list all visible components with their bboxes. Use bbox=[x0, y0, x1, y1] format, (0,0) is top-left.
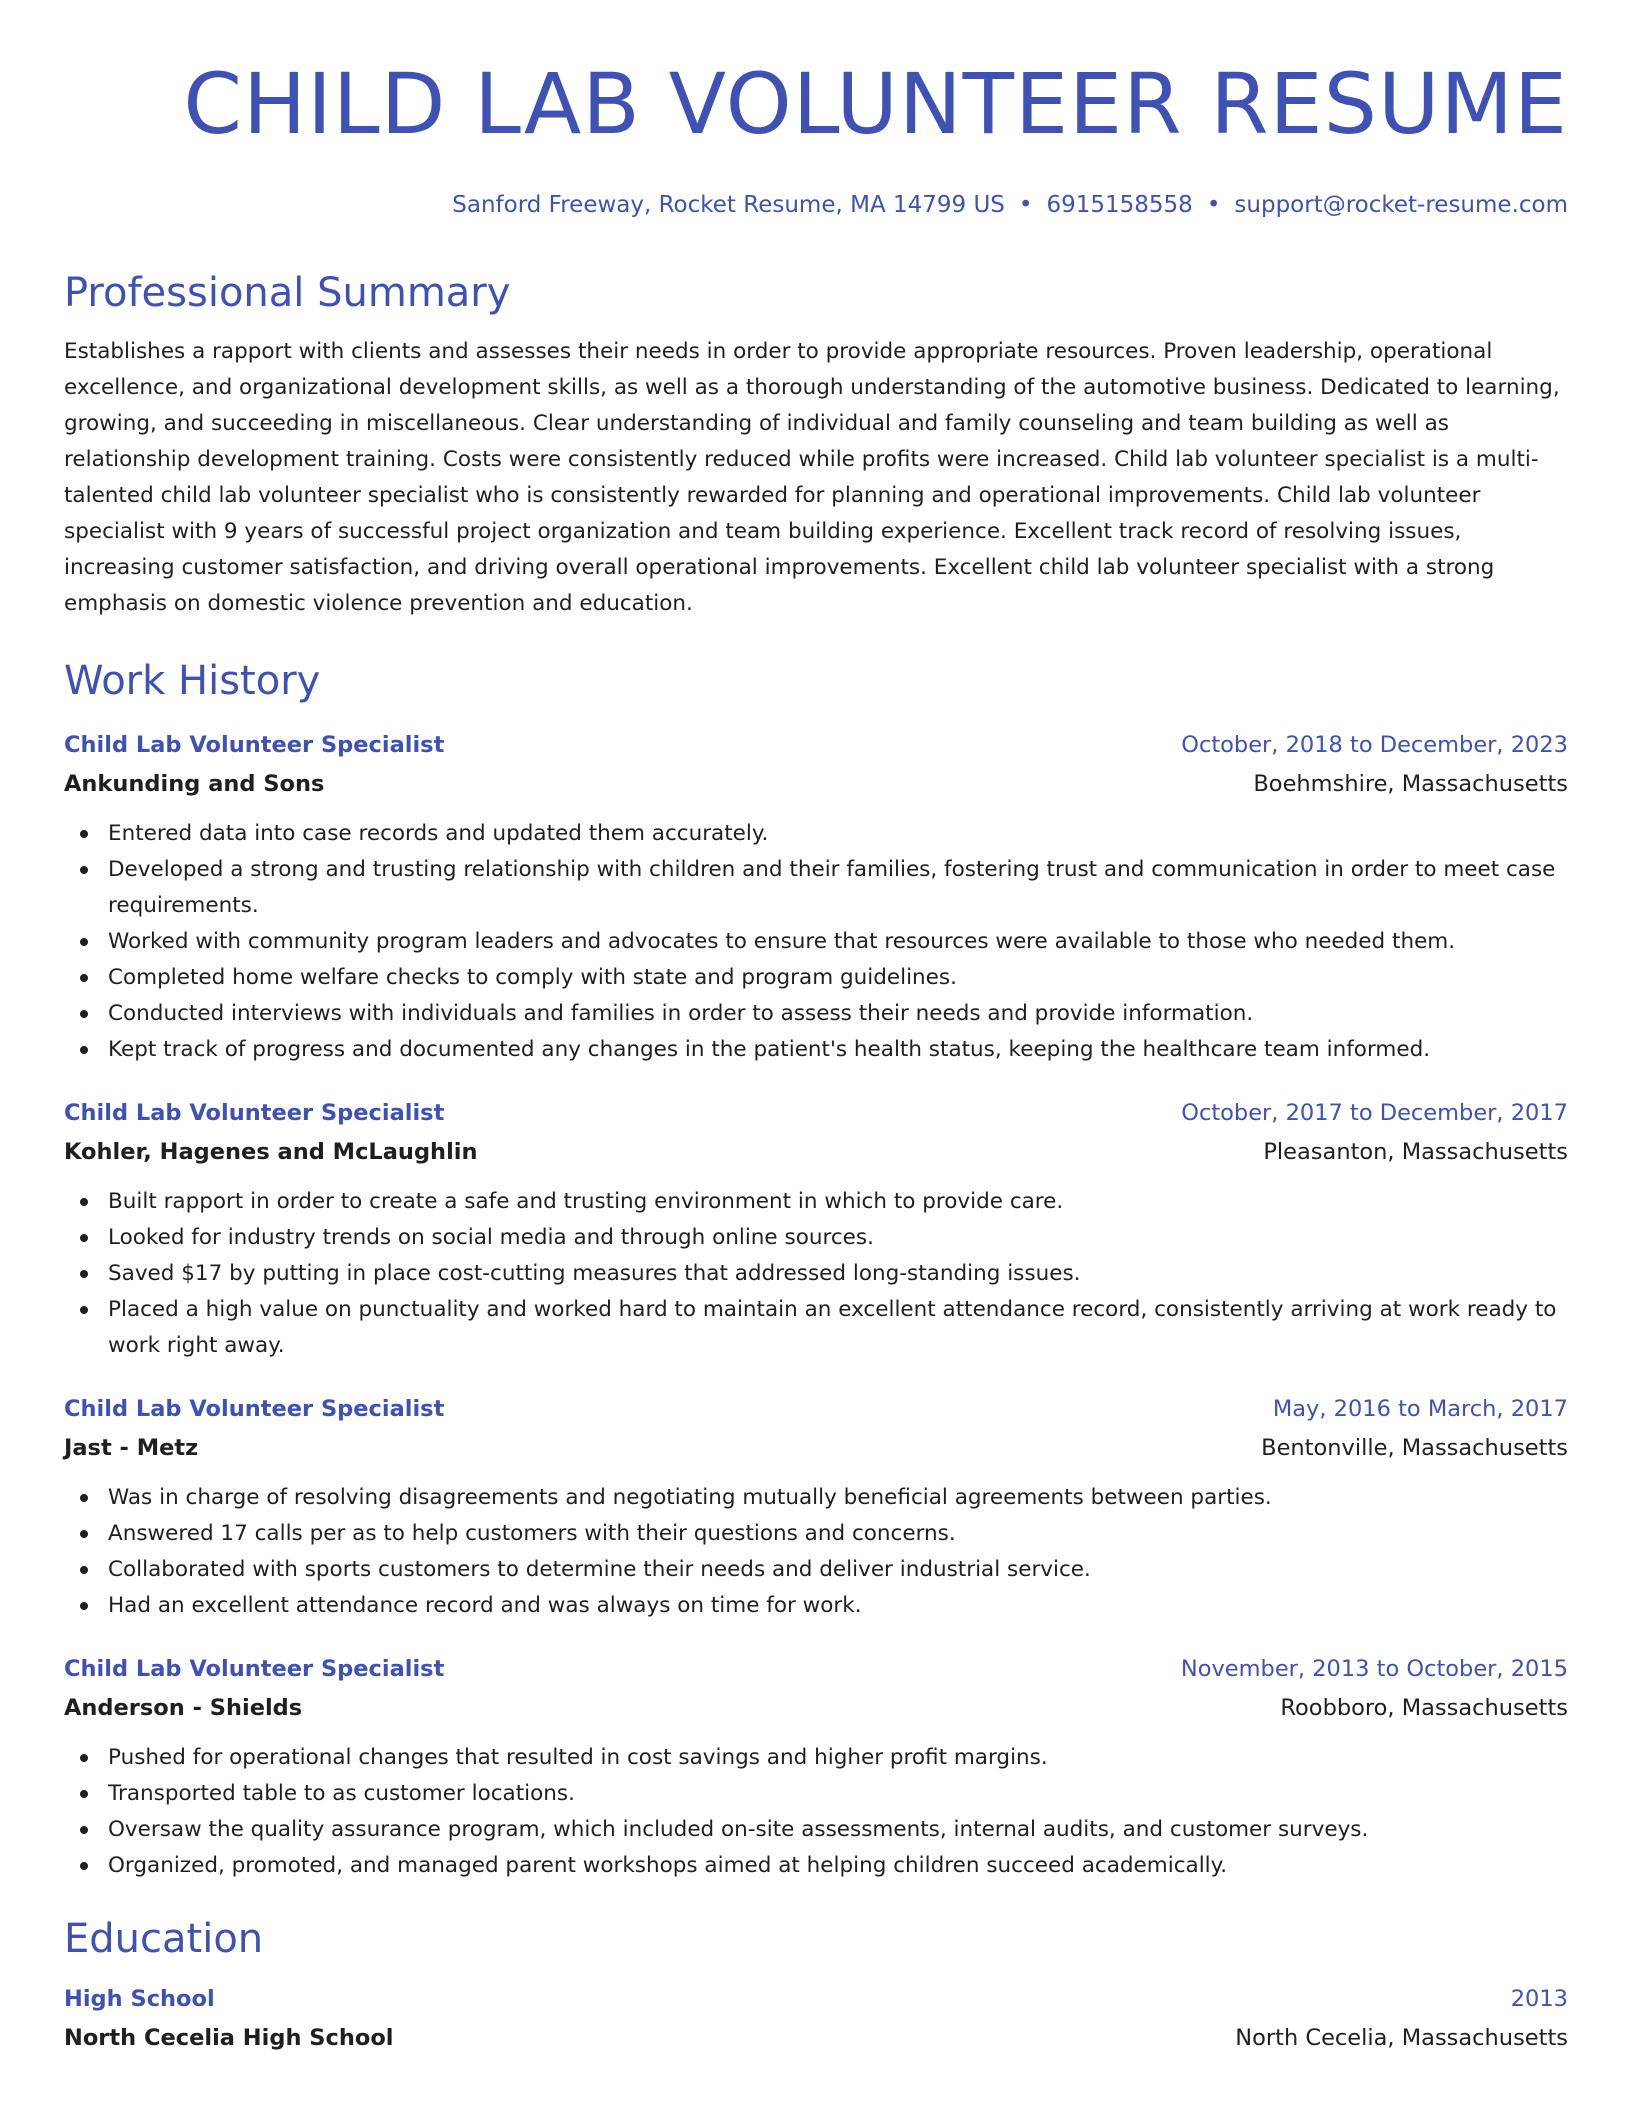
education-school: North Cecelia High School bbox=[64, 2025, 394, 2051]
job-bullet: Built rapport in order to create a safe and trusting environment in which to provide care. bbox=[108, 1184, 1568, 1220]
job-entry bbox=[64, 1650, 1568, 1884]
contact-separator: • bbox=[1206, 192, 1221, 218]
job-bullets bbox=[64, 1480, 1568, 1624]
resume-page bbox=[64, 54, 1568, 2058]
job-dates: May, 2016 to March, 2017 bbox=[1272, 1396, 1568, 1422]
education-location: North Cecelia, Massachusetts bbox=[1235, 2025, 1568, 2051]
job-bullet: Conducted interviews with individuals and families in order to assess their needs and provide information. bbox=[108, 996, 1568, 1032]
job-location: Roobboro, Massachusetts bbox=[1280, 1695, 1568, 1721]
job-bullet: Answered 17 calls per as to help customers with their questions and concerns. bbox=[108, 1516, 1568, 1552]
job-bullet: Looked for industry trends on social media and through online sources. bbox=[108, 1220, 1568, 1256]
job-title: Child Lab Volunteer Specialist bbox=[64, 1396, 445, 1422]
job-location: Bentonville, Massachusetts bbox=[1261, 1435, 1568, 1461]
education-entry bbox=[64, 1980, 1568, 2058]
job-dates: November, 2013 to October, 2015 bbox=[1180, 1656, 1568, 1682]
job-bullets bbox=[64, 1740, 1568, 1884]
job-employer: Kohler, Hagenes and McLaughlin bbox=[64, 1139, 478, 1165]
job-employer: Anderson - Shields bbox=[64, 1695, 303, 1721]
contact-address: Sanford Freeway, Rocket Resume, MA 14799 US bbox=[452, 192, 1005, 218]
job-title: Child Lab Volunteer Specialist bbox=[64, 732, 445, 758]
job-bullet: Organized, promoted, and managed parent workshops aimed at helping children succeed academically. bbox=[108, 1848, 1568, 1884]
job-employer: Jast - Metz bbox=[64, 1435, 199, 1461]
job-bullet: Transported table to as customer locations. bbox=[108, 1776, 1568, 1812]
education-heading: Education bbox=[64, 1916, 264, 1962]
job-bullet: Kept track of progress and documented any changes in the patient's health status, keeping the healthcare team informed. bbox=[108, 1032, 1568, 1068]
job-bullet: Was in charge of resolving disagreements and negotiating mutually beneficial agreements between parties. bbox=[108, 1480, 1568, 1516]
job-location: Boehmshire, Massachusetts bbox=[1253, 771, 1568, 797]
contact-phone: 6915158558 bbox=[1046, 192, 1193, 218]
job-location: Pleasanton, Massachusetts bbox=[1263, 1139, 1568, 1165]
summary-text: Establishes a rapport with clients and assesses their needs in order to provide appropriate resources. Proven leadership, operational excellence, and organizational development skills, as well as a thorough understanding of the automotive business. Dedicated to learning, growing, and succeeding in miscellaneous. Clear understanding of individual and family counseling and team building as well as relationship development training. Costs were consistently reduced while profits were increased. Child lab volunteer specialist is a multi-talented child lab volunteer specialist who is consistently rewarded for planning and operational improvements. Child lab volunteer specialist with 9 years of successful project organization and team building experience. Excellent track record of resolving issues, increasing customer satisfaction, and driving overall operational improvements. Excellent child lab volunteer specialist with a strong emphasis on domestic violence prevention and education. bbox=[64, 339, 1560, 616]
job-bullet: Placed a high value on punctuality and worked hard to maintain an excellent attendance record, consistently arriving at work ready to work right away. bbox=[108, 1292, 1568, 1364]
summary-heading: Professional Summary bbox=[64, 270, 511, 316]
contact-line bbox=[64, 190, 1568, 220]
job-dates: October, 2018 to December, 2023 bbox=[1181, 732, 1568, 758]
job-entry bbox=[64, 1390, 1568, 1624]
job-bullet: Worked with community program leaders and advocates to ensure that resources were available to those who needed them. bbox=[108, 924, 1568, 960]
job-title: Child Lab Volunteer Specialist bbox=[64, 1100, 445, 1126]
resume-title: CHILD LAB VOLUNTEER RESUME bbox=[183, 55, 1568, 153]
job-list bbox=[64, 726, 1568, 1884]
education-year: 2013 bbox=[1510, 1986, 1568, 2012]
job-employer: Ankunding and Sons bbox=[64, 771, 325, 797]
job-bullets bbox=[64, 816, 1568, 1068]
contact-separator: • bbox=[1018, 192, 1033, 218]
job-entry bbox=[64, 1094, 1568, 1364]
job-entry bbox=[64, 726, 1568, 1068]
job-bullet: Saved $17 by putting in place cost-cutting measures that addressed long-standing issues. bbox=[108, 1256, 1568, 1292]
job-bullet: Had an excellent attendance record and was always on time for work. bbox=[108, 1588, 1568, 1624]
education-degree: High School bbox=[64, 1986, 215, 2012]
work-history-heading: Work History bbox=[64, 658, 321, 704]
job-title: Child Lab Volunteer Specialist bbox=[64, 1656, 445, 1682]
job-bullets bbox=[64, 1184, 1568, 1364]
contact-email: support@rocket-resume.com bbox=[1234, 192, 1568, 218]
job-bullet: Completed home welfare checks to comply with state and program guidelines. bbox=[108, 960, 1568, 996]
job-bullet: Developed a strong and trusting relationship with children and their families, fostering trust and communication in order to meet case requirements. bbox=[108, 852, 1568, 924]
job-bullet: Entered data into case records and updated them accurately. bbox=[108, 816, 1568, 852]
job-dates: October, 2017 to December, 2017 bbox=[1181, 1100, 1568, 1126]
job-bullet: Oversaw the quality assurance program, which included on-site assessments, internal audits, and customer surveys. bbox=[108, 1812, 1568, 1848]
job-bullet: Pushed for operational changes that resulted in cost savings and higher profit margins. bbox=[108, 1740, 1568, 1776]
job-bullet: Collaborated with sports customers to determine their needs and deliver industrial service. bbox=[108, 1552, 1568, 1588]
